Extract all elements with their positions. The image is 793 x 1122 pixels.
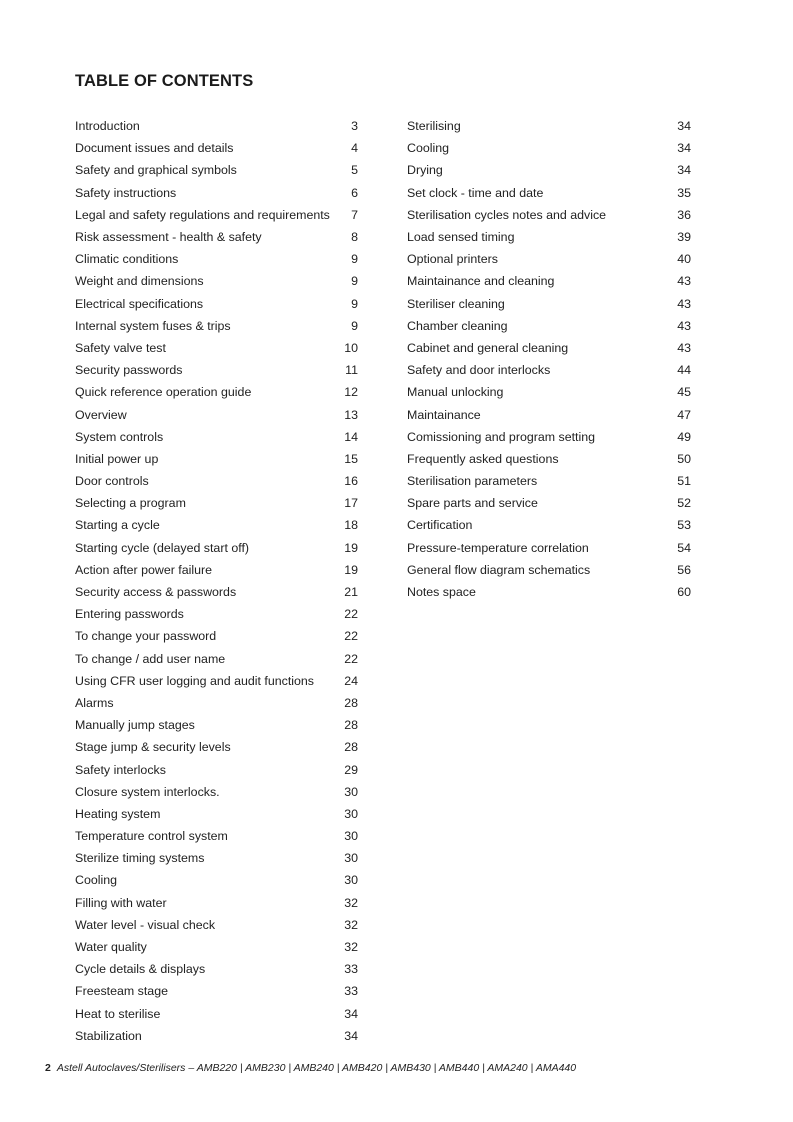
toc-entry-page: 36 [677,207,691,222]
toc-entry[interactable] [75,182,358,204]
toc-entry[interactable] [407,470,691,492]
toc-entry-label: Maintainance and cleaning [407,274,555,289]
toc-entry-page: 53 [677,518,691,533]
toc-entry-label: Steriliser cleaning [407,296,505,311]
toc-entry[interactable] [407,248,691,270]
toc-entry-page: 39 [677,230,691,245]
toc-entry-label: General flow diagram schematics [407,562,591,577]
toc-entry-page: 24 [344,673,358,688]
toc-entry-page: 30 [344,784,358,799]
toc-entry[interactable] [407,270,691,292]
page-title: TABLE OF CONTENTS [75,72,254,90]
toc-entry-label: Sterilising [407,119,461,134]
toc-entry[interactable] [75,293,358,315]
toc-entry-label: Sterilize timing systems [75,851,205,866]
toc-entry-label: Freesteam stage [75,984,168,999]
toc-entry[interactable] [407,293,691,315]
toc-entry-page: 43 [677,296,691,311]
toc-entry-label: Set clock - time and date [407,185,544,200]
toc-entry-page: 30 [344,806,358,821]
toc-entry-page: 32 [344,917,358,932]
toc-entry[interactable] [75,448,358,470]
toc-entry-page: 43 [677,318,691,333]
toc-entry[interactable] [75,137,358,159]
toc-entry-page: 30 [344,873,358,888]
toc-entry-label: Sterilisation parameters [407,474,538,489]
toc-entry-page: 33 [344,984,358,999]
toc-entry-page: 28 [344,740,358,755]
toc-entry-label: Stabilization [75,1028,142,1043]
toc-entry[interactable] [75,958,358,980]
toc-entry-page: 32 [344,940,358,955]
toc-entry-label: Cycle details & displays [75,962,206,977]
toc-entry-page: 18 [344,518,358,533]
toc-entry[interactable] [75,736,358,758]
toc-entry-label: Heat to sterilise [75,1006,161,1021]
toc-entry-page: 47 [677,407,691,422]
toc-entry-page: 15 [344,451,358,466]
footer-page-number: 2 [45,1062,51,1074]
toc-entry[interactable] [407,226,691,248]
toc-entry[interactable] [75,514,358,536]
toc-entry-label: Safety valve test [75,340,166,355]
toc-entry-page: 5 [351,163,358,178]
toc-entry[interactable] [75,936,358,958]
toc-entry-page: 50 [677,451,691,466]
toc-entry[interactable] [75,470,358,492]
toc-entry-page: 17 [344,496,358,511]
toc-entry[interactable] [407,137,691,159]
toc-entry-label: Water quality [75,940,147,955]
toc-entry-label: Pressure-temperature correlation [407,540,589,555]
toc-entry[interactable] [75,559,358,581]
toc-entry-page: 45 [677,385,691,400]
toc-entry-label: Action after power failure [75,562,213,577]
toc-entry-label: Legal and safety regulations and requirements [75,207,330,222]
toc-entry-label: Temperature control system [75,829,228,844]
toc-entry[interactable] [407,403,691,425]
toc-entry-label: Comissioning and program setting [407,429,596,444]
toc-entry-page: 54 [677,540,691,555]
toc-entry-label: Manually jump stages [75,718,195,733]
toc-entry-page: 52 [677,496,691,511]
toc-entry[interactable] [407,115,691,137]
toc-entry-label: Cooling [75,873,118,888]
toc-entry[interactable] [75,115,358,137]
toc-entry[interactable] [407,559,691,581]
toc-entry[interactable] [75,204,358,226]
toc-entry-label: Electrical specifications [75,296,204,311]
toc-entry-label: Frequently asked questions [407,451,559,466]
toc-entry-label: Filling with water [75,895,167,910]
toc-entry[interactable] [75,359,358,381]
toc-entry[interactable] [75,758,358,780]
toc-entry-page: 28 [344,718,358,733]
toc-entry-page: 51 [677,474,691,489]
toc-entry-page: 34 [677,163,691,178]
toc-entry-label: Safety interlocks [75,762,166,777]
toc-entry[interactable] [75,714,358,736]
toc-entry[interactable] [75,381,358,403]
toc-entry-page: 13 [344,407,358,422]
toc-entry[interactable] [75,869,358,891]
toc-entry[interactable] [75,315,358,337]
toc-entry-label: Water level - visual check [75,917,216,932]
toc-entry[interactable] [407,581,691,603]
toc-entry[interactable] [75,603,358,625]
toc-entry[interactable] [75,1003,358,1025]
toc-entry[interactable] [75,847,358,869]
toc-entry[interactable] [75,980,358,1002]
toc-entry-label: System controls [75,429,164,444]
toc-entry-label: Closure system interlocks. [75,784,220,799]
toc-entry-page: 16 [344,474,358,489]
toc-entry-label: To change / add user name [75,651,226,666]
toc-entry-page: 21 [344,585,358,600]
footer-text: Astell Autoclaves/Sterilisers – AMB220 | AMB230 | AMB240 | AMB420 | AMB430 | AMB440 | AMA240 | AMA440 [56,1062,577,1074]
toc-entry-page: 19 [344,540,358,555]
toc-entry-page: 22 [344,607,358,622]
toc-column-left [75,115,358,1047]
toc-entry-page: 40 [677,252,691,267]
toc-entry-page: 33 [344,962,358,977]
toc-entry-label: Risk assessment - health & safety [75,230,262,245]
toc-entry[interactable] [75,537,358,559]
toc-entry[interactable] [75,226,358,248]
toc-entry[interactable] [75,337,358,359]
toc-entry-label: Using CFR user logging and audit functions [75,673,314,688]
toc-entry-page: 11 [345,363,358,378]
toc-entry-page: 34 [344,1028,358,1043]
toc-entry-page: 34 [677,119,691,134]
toc-entry-label: Starting a cycle [75,518,160,533]
toc-entry[interactable] [75,581,358,603]
toc-entry-label: Internal system fuses & trips [75,318,231,333]
toc-entry-page: 56 [677,562,691,577]
toc-entry[interactable] [75,648,358,670]
toc-entry-page: 9 [351,296,358,311]
toc-entry[interactable] [407,159,691,181]
toc-entry[interactable] [407,315,691,337]
toc-entry-label: Starting cycle (delayed start off) [75,540,250,555]
toc-entry-page: 12 [344,385,358,400]
toc-entry[interactable] [407,492,691,514]
toc-entry[interactable] [407,381,691,403]
toc-entry-page: 43 [677,340,691,355]
toc-entry-page: 9 [351,274,358,289]
toc-entry-label: Alarms [75,695,114,710]
toc-entry-label: To change your password [75,629,217,644]
toc-entry-label: Overview [75,407,127,422]
toc-entry[interactable] [407,448,691,470]
toc-entry[interactable] [75,892,358,914]
toc-entry-label: Initial power up [75,451,159,466]
toc-entry[interactable] [75,781,358,803]
toc-entry-label: Safety and graphical symbols [75,163,237,178]
toc-entry-page: 14 [344,429,358,444]
toc-entry-label: Spare parts and service [407,496,538,511]
toc-entry[interactable] [75,803,358,825]
toc-entry-page: 10 [344,340,358,355]
toc-entry-label: Door controls [75,474,149,489]
toc-entry[interactable] [75,159,358,181]
toc-entry-label: Introduction [75,119,140,134]
toc-entry[interactable] [75,670,358,692]
toc-entry-label: Cooling [407,141,450,156]
toc-entry-page: 22 [344,629,358,644]
toc-entry-label: Drying [407,163,443,178]
toc-entry[interactable] [75,492,358,514]
toc-entry[interactable] [407,426,691,448]
toc-entry-page: 6 [351,185,358,200]
toc-entry-page: 30 [344,829,358,844]
toc-entry-label: Load sensed timing [407,230,515,245]
toc-entry-label: Notes space [407,585,476,600]
toc-entry[interactable] [407,204,691,226]
toc-entry-label: Manual unlocking [407,385,504,400]
toc-entry-label: Selecting a program [75,496,186,511]
toc-entry[interactable] [407,514,691,536]
toc-entry-page: 44 [677,363,691,378]
toc-entry-label: Climatic conditions [75,252,179,267]
toc-entry-page: 22 [344,651,358,666]
toc-entry[interactable] [75,914,358,936]
toc-entry[interactable] [75,248,358,270]
toc-entry-page: 43 [677,274,691,289]
toc-entry[interactable] [75,270,358,292]
toc-entry-label: Document issues and details [75,141,234,156]
toc-entry-page: 60 [677,585,691,600]
toc-entry-page: 34 [677,141,691,156]
toc-entry-label: Stage jump & security levels [75,740,231,755]
toc-entry[interactable] [75,692,358,714]
toc-entry-label: Entering passwords [75,607,184,622]
toc-entry-page: 7 [351,207,358,222]
toc-entry-label: Maintainance [407,407,481,422]
toc-entry-page: 28 [344,695,358,710]
toc-entry-page: 49 [677,429,691,444]
toc-entry-page: 3 [351,119,358,134]
toc-entry-label: Security access & passwords [75,585,237,600]
toc-entry[interactable] [407,359,691,381]
toc-column-right [407,115,691,603]
toc-entry-label: Weight and dimensions [75,274,204,289]
toc-entry-label: Optional printers [407,252,498,267]
toc-entry[interactable] [407,537,691,559]
toc-entry-label: Certification [407,518,473,533]
toc-entry-page: 34 [344,1006,358,1021]
toc-entry[interactable] [407,337,691,359]
toc-entry-label: Cabinet and general cleaning [407,340,569,355]
toc-entry-page: 19 [344,562,358,577]
toc-entry[interactable] [75,625,358,647]
toc-entry-label: Safety and door interlocks [407,363,551,378]
toc-entry[interactable] [407,182,691,204]
toc-entry-label: Quick reference operation guide [75,385,252,400]
toc-entry-page: 9 [351,252,358,267]
toc-entry-label: Security passwords [75,363,183,378]
toc-entry[interactable] [75,426,358,448]
toc-entry-page: 32 [344,895,358,910]
toc-entry-page: 4 [351,141,358,156]
toc-entry-page: 30 [344,851,358,866]
toc-entry-page: 9 [351,318,358,333]
toc-entry-label: Sterilisation cycles notes and advice [407,207,607,222]
page-footer [45,1062,576,1074]
toc-entry-label: Heating system [75,806,161,821]
toc-entry[interactable] [75,825,358,847]
toc-entry-label: Chamber cleaning [407,318,508,333]
toc-entry-label: Safety instructions [75,185,177,200]
toc-entry-page: 35 [677,185,691,200]
toc-entry[interactable] [75,403,358,425]
toc-entry-page: 8 [351,230,358,245]
toc-entry[interactable] [75,1025,358,1047]
toc-entry-page: 29 [344,762,358,777]
